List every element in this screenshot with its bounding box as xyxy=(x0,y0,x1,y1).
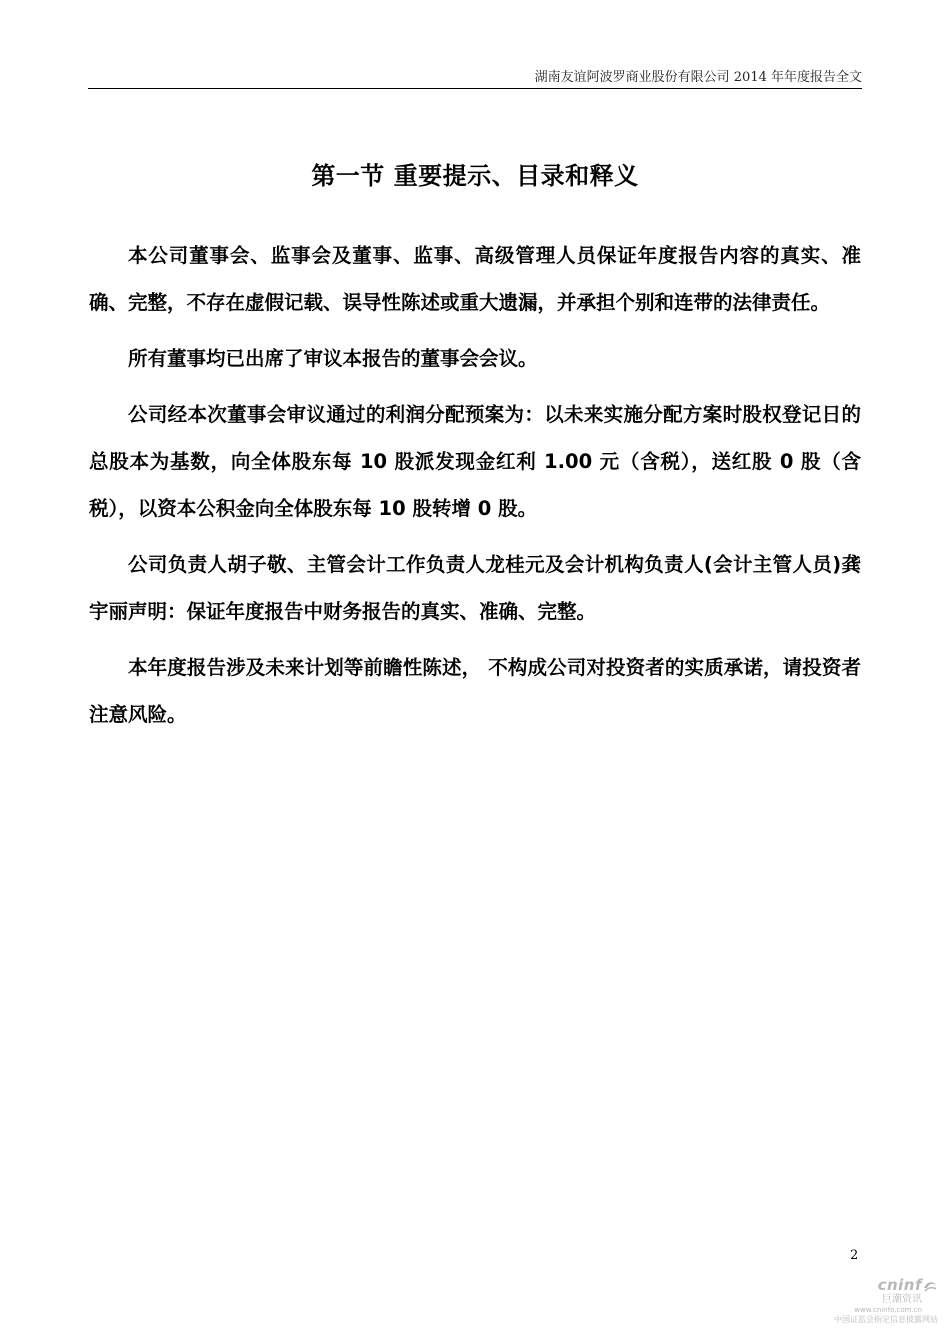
swirl-logo-icon xyxy=(922,1279,938,1293)
paragraph-board-guarantee: 本公司董事会、监事会及董事、监事、高级管理人员保证年度报告内容的真实、准确、完整，不存在虚假记载、误导性陈述或重大遗漏，并承担个别和连带的法律责任。 xyxy=(89,244,861,314)
header-divider xyxy=(88,88,862,89)
running-header: 湖南友谊阿波罗商业股份有限公司 2014 年年度报告全文 xyxy=(534,70,862,85)
cninfo-tagline: 中国证监会指定信息披露网站 xyxy=(834,1315,938,1324)
cninfo-logo xyxy=(818,1276,938,1294)
paragraph-responsible-persons: 公司负责人胡子敬、主管会计工作负责人龙桂元及会计机构负责人(会计主管人员)龚宇丽声明：保证年度报告中财务报告的真实、准确、完整。 xyxy=(89,553,861,623)
paragraph-forward-looking: 本年度报告涉及未来计划等前瞻性陈述， 不构成公司对投资者的实质承诺，请投资者注意风险。 xyxy=(89,656,861,726)
cninfo-watermark xyxy=(818,1276,938,1340)
section-title: 第一节 重要提示、目录和释义 xyxy=(311,162,639,190)
paragraph-attendance: 所有董事均已出席了审议本报告的董事会会议。 xyxy=(128,347,538,370)
cninfo-logo-text: cninf xyxy=(877,1276,922,1294)
page-number: 2 xyxy=(850,1248,859,1263)
cninfo-url: www.cninfo.com.cn xyxy=(854,1306,922,1314)
paragraph-profit-distribution: 公司经本次董事会审议通过的利润分配预案为：以未来实施分配方案时股权登记日的总股本为基数，向全体股东每 10 股派发现金红利 1.00 元（含税），送红股 0 股（含税），以资本公积金向全体股东每 10 股转增 0 股。 xyxy=(89,403,861,520)
cninfo-cn-name: 巨潮资讯 xyxy=(882,1294,922,1305)
notice-body xyxy=(89,232,861,747)
